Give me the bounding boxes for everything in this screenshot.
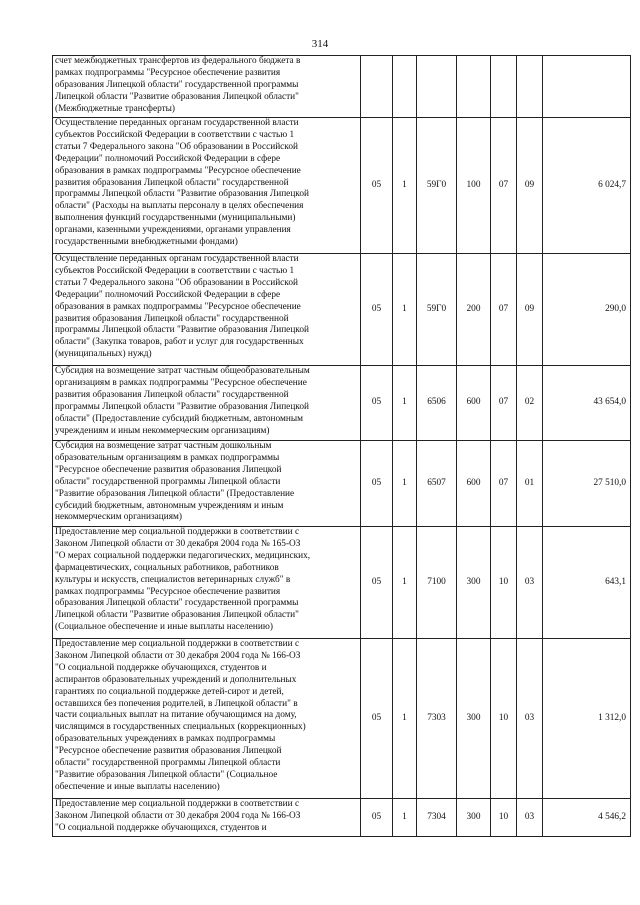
amount: 6 024,7 xyxy=(543,118,631,254)
section-code: 07 xyxy=(491,118,517,254)
section-code: 07 xyxy=(491,366,517,441)
amount xyxy=(543,56,631,118)
expense-type-code: 300 xyxy=(457,527,491,639)
expense-type-code: 100 xyxy=(457,118,491,254)
page-number: 314 xyxy=(311,38,329,50)
table-row xyxy=(53,254,631,366)
program-code: 05 xyxy=(361,118,393,254)
target-article-code: 59Г0 xyxy=(417,118,457,254)
expense-type-code: 300 xyxy=(457,799,491,837)
subprogram-code: 1 xyxy=(393,639,417,799)
subprogram-code: 1 xyxy=(393,527,417,639)
amount: 4 546,2 xyxy=(543,799,631,837)
section-code: 10 xyxy=(491,799,517,837)
program-code: 05 xyxy=(361,254,393,366)
table-row xyxy=(53,56,631,118)
program-code: 05 xyxy=(361,639,393,799)
program-code: 05 xyxy=(361,799,393,837)
subsection-code: 09 xyxy=(517,118,543,254)
row-description: Осуществление переданных органам государственной власти субъектов Российской Федерации в соответствии с частью 1 статьи 7 Федерального закона "Об образовании в Российской Федерации" полномочий Российской Федерации в сфере образования в рамках подпрограммы "Ресурсное обеспечение развития образования Липецкой области" государственной программы Липецкой области "Развитие образования Липецкой области" (Закупка товаров, работ и услуг для государственных (муниципальных) нужд) xyxy=(53,254,361,366)
budget-table xyxy=(52,55,631,837)
target-article-code: 6506 xyxy=(417,366,457,441)
program-code: 05 xyxy=(361,527,393,639)
subprogram-code: 1 xyxy=(393,366,417,441)
subsection-code: 01 xyxy=(517,441,543,527)
table-row xyxy=(53,527,631,639)
section-code: 07 xyxy=(491,441,517,527)
target-article-code: 59Г0 xyxy=(417,254,457,366)
subprogram-code: 1 xyxy=(393,799,417,837)
expense-type-code xyxy=(457,56,491,118)
amount: 643,1 xyxy=(543,527,631,639)
program-code xyxy=(361,56,393,118)
row-description: Субсидия на возмещение затрат частным дошкольным образовательным организациям в рамках подпрограммы "Ресурсное обеспечение развития образования Липецкой области" государственной программы Липецкой области "Развитие образования Липецкой области" (Предоставление субсидий бюджетным, автономным учреждениям и иным некоммерческим организациям) xyxy=(53,441,361,527)
subprogram-code: 1 xyxy=(393,254,417,366)
amount: 1 312,0 xyxy=(543,639,631,799)
subprogram-code: 1 xyxy=(393,118,417,254)
program-code: 05 xyxy=(361,441,393,527)
table-row xyxy=(53,639,631,799)
table-row xyxy=(53,441,631,527)
subsection-code: 02 xyxy=(517,366,543,441)
target-article-code: 7303 xyxy=(417,639,457,799)
table-row xyxy=(53,366,631,441)
subprogram-code xyxy=(393,56,417,118)
amount: 43 654,0 xyxy=(543,366,631,441)
row-description: Предоставление мер социальной поддержки в соответствии с Законом Липецкой области от 30 декабря 2004 года № 165-ОЗ "О мерах социальной поддержки педагогических, медицинских, фармацевтических, социальных работников, работников культуры и искусств, специалистов ветеринарных служб" в рамках подпрограммы "Ресурсное обеспечение развития образования Липецкой области" государственной программы Липецкой области "Развитие образования Липецкой области" (Социальное обеспечение и иные выплаты населению) xyxy=(53,527,361,639)
row-description: счет межбюджетных трансфертов из федерального бюджета в рамках подпрограммы "Ресурсное обеспечение развития образования Липецкой области" государственной программы Липецкой области "Развитие образования Липецкой области" (Межбюджетные трансферты) xyxy=(53,56,361,118)
section-code: 10 xyxy=(491,639,517,799)
target-article-code xyxy=(417,56,457,118)
section-code xyxy=(491,56,517,118)
expense-type-code: 600 xyxy=(457,366,491,441)
section-code: 07 xyxy=(491,254,517,366)
row-description: Предоставление мер социальной поддержки в соответствии с Законом Липецкой области от 30 декабря 2004 года № 166-ОЗ "О социальной поддержке обучающихся, студентов и аспирантов образовательных учреждений и дополнительных гарантиях по социальной поддержке детей-сирот и детей, оставшихся без попечения родителей, в Липецкой области" в части социальных выплат на питание обучающимся на дому, числящимся в государственных специальных (коррекционных) образовательных учреждениях в рамках подпрограммы "Ресурсное обеспечение развития образования Липецкой области" государственной программы Липецкой области "Развитие образования Липецкой области" (Социальное обеспечение и иные выплаты населению) xyxy=(53,639,361,799)
table-row xyxy=(53,118,631,254)
table-row xyxy=(53,799,631,837)
target-article-code: 7100 xyxy=(417,527,457,639)
section-code: 10 xyxy=(491,527,517,639)
expense-type-code: 300 xyxy=(457,639,491,799)
row-description: Субсидия на возмещение затрат частным общеобразовательным организациям в рамках подпрограммы "Ресурсное обеспечение развития образования Липецкой области" государственной программы Липецкой области "Развитие образования Липецкой области" (Предоставление субсидий бюджетным, автономным учреждениям и иным некоммерческим организациям) xyxy=(53,366,361,441)
expense-type-code: 200 xyxy=(457,254,491,366)
subprogram-code: 1 xyxy=(393,441,417,527)
target-article-code: 7304 xyxy=(417,799,457,837)
subsection-code: 03 xyxy=(517,799,543,837)
expense-type-code: 600 xyxy=(457,441,491,527)
target-article-code: 6507 xyxy=(417,441,457,527)
amount: 27 510,0 xyxy=(543,441,631,527)
subsection-code: 03 xyxy=(517,527,543,639)
subsection-code: 03 xyxy=(517,639,543,799)
amount: 290,0 xyxy=(543,254,631,366)
subsection-code: 09 xyxy=(517,254,543,366)
program-code: 05 xyxy=(361,366,393,441)
row-description: Предоставление мер социальной поддержки в соответствии с Законом Липецкой области от 30 декабря 2004 года № 166-ОЗ "О социальной поддержке обучающихся, студентов и xyxy=(53,799,361,837)
row-description: Осуществление переданных органам государственной власти субъектов Российской Федерации в соответствии с частью 1 статьи 7 Федерального закона "Об образовании в Российской Федерации" полномочий Российской Федерации в сфере образования в рамках подпрограммы "Ресурсное обеспечение развития образования Липецкой области" государственной программы Липецкой области "Развитие образования Липецкой области" (Расходы на выплаты персоналу в целях обеспечения выполнения функций государственными (муниципальными) органами, казенными учреждениями, органами управления государственными внебюджетными фондами) xyxy=(53,118,361,254)
subsection-code xyxy=(517,56,543,118)
